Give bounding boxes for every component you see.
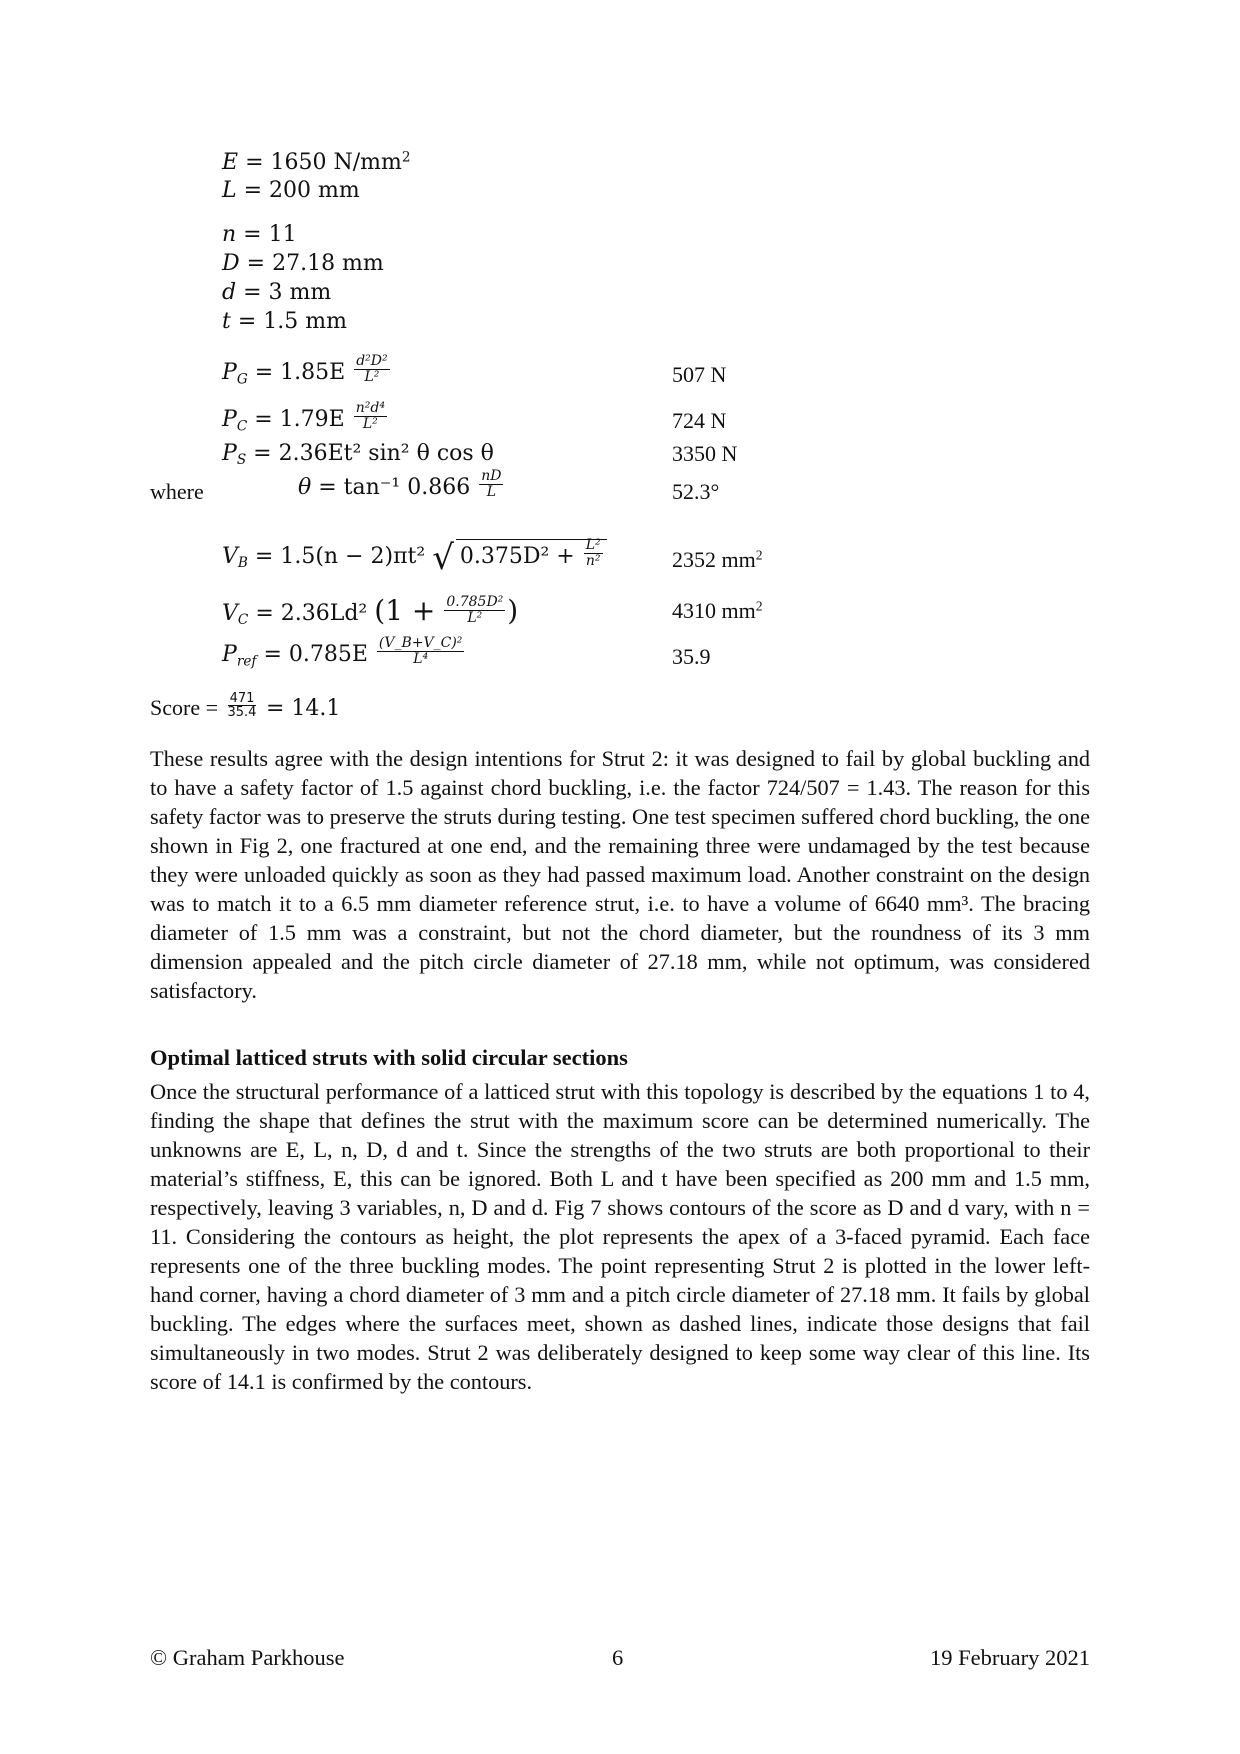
radical-sign: √ [432,538,454,578]
result-PC: 724 N [672,408,727,433]
where-label: where [150,479,204,504]
fraction: $\frac{\text{L²}}{\text{n²}}$ [585,536,601,569]
equation-VC: $V_C = 2.36Ld^2$ (1 + $\frac{\text{0.785D²}}{\text{L²}}$ ) [222,593,519,629]
result-Pref: 35.9 [672,644,711,669]
fraction: $\frac{\text{d²D²}}{\text{L²}}$ [356,353,388,385]
radicand: 0.375D² + $\frac{\text{L²}}{\text{n²}}$ [456,539,607,572]
fraction: $\frac{\text{(V\_B+V\_C)²}}{\text{L⁴}}$ [378,635,463,667]
equation-Pref: $P_{ref} = 0.785E$ $\frac{\text{(V\_B+V\_C)²}}{\text{L⁴}}$ [222,635,463,670]
footer-page-number: 6 [612,1645,624,1670]
result-VB: 2352 $mm^2$ [672,547,763,572]
result-PS: 3350 N [672,441,738,466]
equation-PS: $P_S = 2.36Et^2$ sin² θ cos θ [222,441,494,469]
result-theta: 52.3° [672,479,720,504]
result-PG: 507 N [672,362,727,387]
fraction: $\frac{471}{35.4}$ [227,690,257,721]
equation-PG: $P_G = 1.85E$ $\frac{\text{d²D²}}{\text{L²}}$ [222,353,388,388]
equation-theta: θ = tan⁻¹ 0.866 $\frac{nD}{L}$ [298,468,502,501]
score-equation: Score = $\frac{471}{35.4}$ = 14.1 [150,690,341,721]
input-E: E = 1650 $N/mm^2$ [222,149,411,175]
input-d: d = 3 mm [222,280,332,305]
input-L: L = 200 mm [222,178,360,203]
equation-VB: $V_B = 1.5(n - 2)\pi t^2$ √ 0.375D² + $\frac{\text{L²}}{\text{n²}}$ [222,538,607,578]
fraction: $\frac{nD}{L}$ [481,468,502,500]
input-n: n = 11 [222,222,297,247]
result-VC: 4310 $mm^2$ [672,598,763,623]
fraction: $\frac{\text{0.785D²}}{\text{L²}}$ [446,593,504,626]
equation-PC: $P_C = 1.79E$ $\frac{\text{n²d⁴}}{\text{L²}}$ [222,400,385,435]
footer-author: © Graham Parkhouse [150,1645,345,1670]
footer-date: 19 February 2021 [930,1645,1090,1670]
fraction: $\frac{\text{n²d⁴}}{\text{L²}}$ [355,400,385,432]
input-t: t = 1.5 mm [222,309,347,334]
section-heading: Optimal latticed struts with solid circular sections [150,1045,628,1070]
paragraph-results: These results agree with the design intentions for Strut 2: it was designed to fail by global buckling and to have a safety factor of 1.5 against chord buckling, i.e. the factor 724/507 = 1.43. The reason for this safety factor was to preserve the struts during testing. One test specimen suffered chord buckling, the one shown in Fig 2, one fractured at one end, and the remaining three were undamaged by the test because they were unloaded quickly as soon as they had passed maximum load. Another constraint on the design was to match it to a 6.5 mm diameter reference strut, i.e. to have a volume of 6640 mm³. The bracing diameter of 1.5 mm was a constraint, but not the chord diameter, but the roundness of its 3 mm dimension appealed and the pitch circle diameter of 27.18 mm, while not optimum, was considered satisfactory. [150,746,1090,1003]
paragraph-optimal-struts: Once the structural performance of a latticed strut with this topology is described by the equations 1 to 4, finding the shape that defines the strut with the maximum score can be determined numerically. The unknowns are E, L, n, D, d and t. Since the strengths of the two struts are both proportional to their material’s stiffness, E, this can be ignored. Both L and t have been specified as 200 mm and 1.5 mm, respectively, leaving 3 variables, n, D and d. Fig 7 shows contours of the score as D and d vary, with n = 11. Considering the contours as height, the plot represents the apex of a 3-faced pyramid. Each face represents one of the three buckling modes. The point representing Strut 2 is plotted in the lower left-hand corner, having a chord diameter of 3 mm and a pitch circle diameter of 27.18 mm. It fails by global buckling. The edges where the surfaces meet, shown as dashed lines, indicate those designs that fail simultaneously in two modes. Strut 2 was deliberately designed to keep some way clear of this line. Its score of 14.1 is confirmed by the contours. [150,1079,1090,1394]
input-D: D = 27.18 mm [222,251,384,276]
